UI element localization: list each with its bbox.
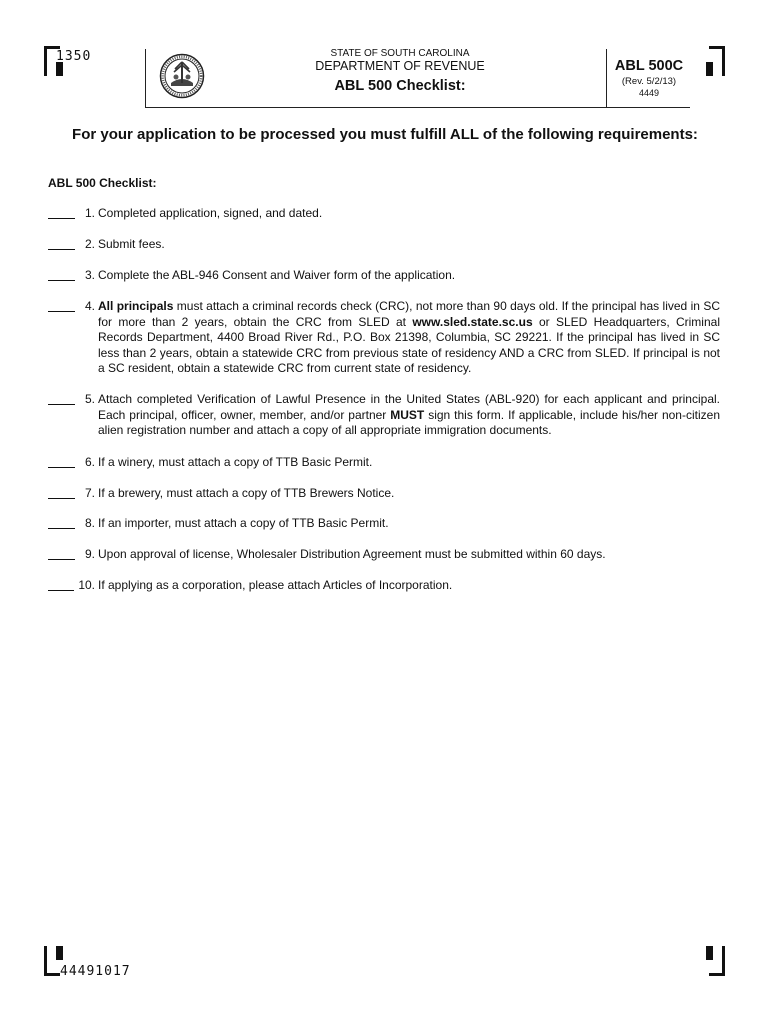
item-text: If a winery, must attach a copy of TTB Basic Permit. bbox=[98, 455, 373, 469]
corner-mark-top-right-h bbox=[709, 46, 725, 49]
checklist-item bbox=[48, 268, 720, 284]
requirements-headline: For your application to be processed you must fulfill ALL of the following requirements: bbox=[72, 126, 698, 143]
corner-block-top-left bbox=[56, 62, 63, 76]
checkbox-blank-line[interactable] bbox=[48, 404, 75, 405]
checklist-item bbox=[48, 547, 720, 563]
corner-mark-bottom-right-h bbox=[709, 973, 725, 976]
item-text: Submit fees. bbox=[98, 237, 165, 251]
item-number: 6. bbox=[84, 455, 95, 469]
item-bold-mid: MUST bbox=[390, 407, 425, 422]
checklist-item bbox=[48, 516, 720, 532]
item-text: Complete the ABL-946 Consent and Waiver form of the application. bbox=[98, 268, 456, 282]
checklist-item bbox=[48, 206, 720, 222]
item-text bbox=[98, 299, 720, 377]
corner-mark-bottom-left-h bbox=[44, 973, 60, 976]
corner-mark-bottom-right bbox=[722, 946, 725, 976]
state-name: STATE OF SOUTH CAROLINA bbox=[330, 48, 470, 59]
item-number: 8. bbox=[84, 516, 95, 530]
item-text: If an importer, must attach a copy of TTB Basic Permit. bbox=[98, 516, 389, 530]
barcode-number: 44491017 bbox=[60, 964, 131, 979]
checklist-item bbox=[48, 237, 720, 253]
header-bottom-rule bbox=[145, 107, 690, 108]
item-number: 5. bbox=[84, 392, 95, 406]
corner-block-bottom-left bbox=[56, 946, 63, 960]
checkbox-blank-line[interactable] bbox=[48, 311, 75, 312]
item-text: If a brewery, must attach a copy of TTB Brewers Notice. bbox=[98, 486, 395, 500]
checklist-item bbox=[48, 392, 720, 442]
form-code: 1350 bbox=[56, 49, 92, 64]
corner-block-top-right bbox=[706, 62, 713, 76]
item-number: 7. bbox=[84, 486, 95, 500]
form-code-number: 4449 bbox=[638, 88, 660, 98]
item-text bbox=[98, 392, 720, 439]
checkbox-blank-line[interactable] bbox=[48, 498, 75, 499]
item-number: 9. bbox=[84, 547, 95, 561]
item-number: 4. bbox=[84, 299, 95, 313]
item-number: 10. bbox=[78, 578, 95, 592]
header-divider-right bbox=[606, 49, 607, 107]
checklist-item bbox=[48, 455, 720, 471]
item-text: Upon approval of license, Wholesaler Distribution Agreement must be submitted within 60 days. bbox=[98, 547, 606, 561]
item-text-part: must attach a criminal records check (CRC), not more than 90 days old. If the principal has lived in SC for more than 2 years, obtain the CRC from SLED at bbox=[98, 299, 720, 329]
item-number: 3. bbox=[84, 268, 95, 282]
sled-website-link[interactable]: www.sled.state.sc.us bbox=[412, 314, 533, 329]
checkbox-blank-line[interactable] bbox=[48, 218, 75, 219]
checklist-item bbox=[48, 299, 720, 379]
item-text: If applying as a corporation, please attach Articles of Incorporation. bbox=[98, 578, 453, 592]
checkbox-blank-line[interactable] bbox=[48, 249, 75, 250]
checkbox-blank-line[interactable] bbox=[48, 280, 75, 281]
item-number: 1. bbox=[84, 206, 95, 220]
item-text-part: sign this form. If applicable, include his/her non-citizen alien registration number and attach a copy of all appropriate immigration documents. bbox=[98, 407, 720, 437]
header-divider-left bbox=[145, 49, 146, 107]
checkbox-blank-line[interactable] bbox=[48, 590, 74, 591]
item-text-part: or SLED Headquarters, Criminal Records Department, 4400 Broad River Rd., P.O. Box 21398, Columbia, SC 29221. If the principal has lived in SC less than 2 years, obtain a statewide CRC from previous state of residency AND a CRC from SLED. If principal is not a SC resident, obtain a statewide CRC from current state of residency. bbox=[98, 314, 720, 375]
state-seal-icon bbox=[159, 53, 205, 99]
department-name: DEPARTMENT OF REVENUE bbox=[315, 59, 485, 73]
corner-block-bottom-right bbox=[706, 946, 713, 960]
corner-mark-bottom-left bbox=[44, 946, 47, 976]
corner-mark-top-right bbox=[722, 46, 725, 76]
item-number: 2. bbox=[84, 237, 95, 251]
checkbox-blank-line[interactable] bbox=[48, 467, 75, 468]
checkbox-blank-line[interactable] bbox=[48, 528, 75, 529]
item-bold-lead: All principals bbox=[98, 299, 174, 313]
form-title: ABL 500 Checklist: bbox=[334, 78, 466, 94]
form-number: ABL 500C bbox=[614, 58, 684, 74]
section-title: ABL 500 Checklist: bbox=[48, 176, 157, 190]
checkbox-blank-line[interactable] bbox=[48, 559, 75, 560]
item-text-part: Attach completed Verification of Lawful Presence in the United States (ABL-920) for each applicant and principal. Each principal, officer, owner, member, and/or partner bbox=[98, 392, 720, 422]
corner-mark-top-left bbox=[44, 46, 47, 76]
checklist-item bbox=[48, 486, 720, 502]
form-revision: (Rev. 5/2/13) bbox=[621, 76, 677, 87]
item-text: Completed application, signed, and dated. bbox=[98, 206, 323, 220]
checklist-item bbox=[48, 578, 720, 594]
